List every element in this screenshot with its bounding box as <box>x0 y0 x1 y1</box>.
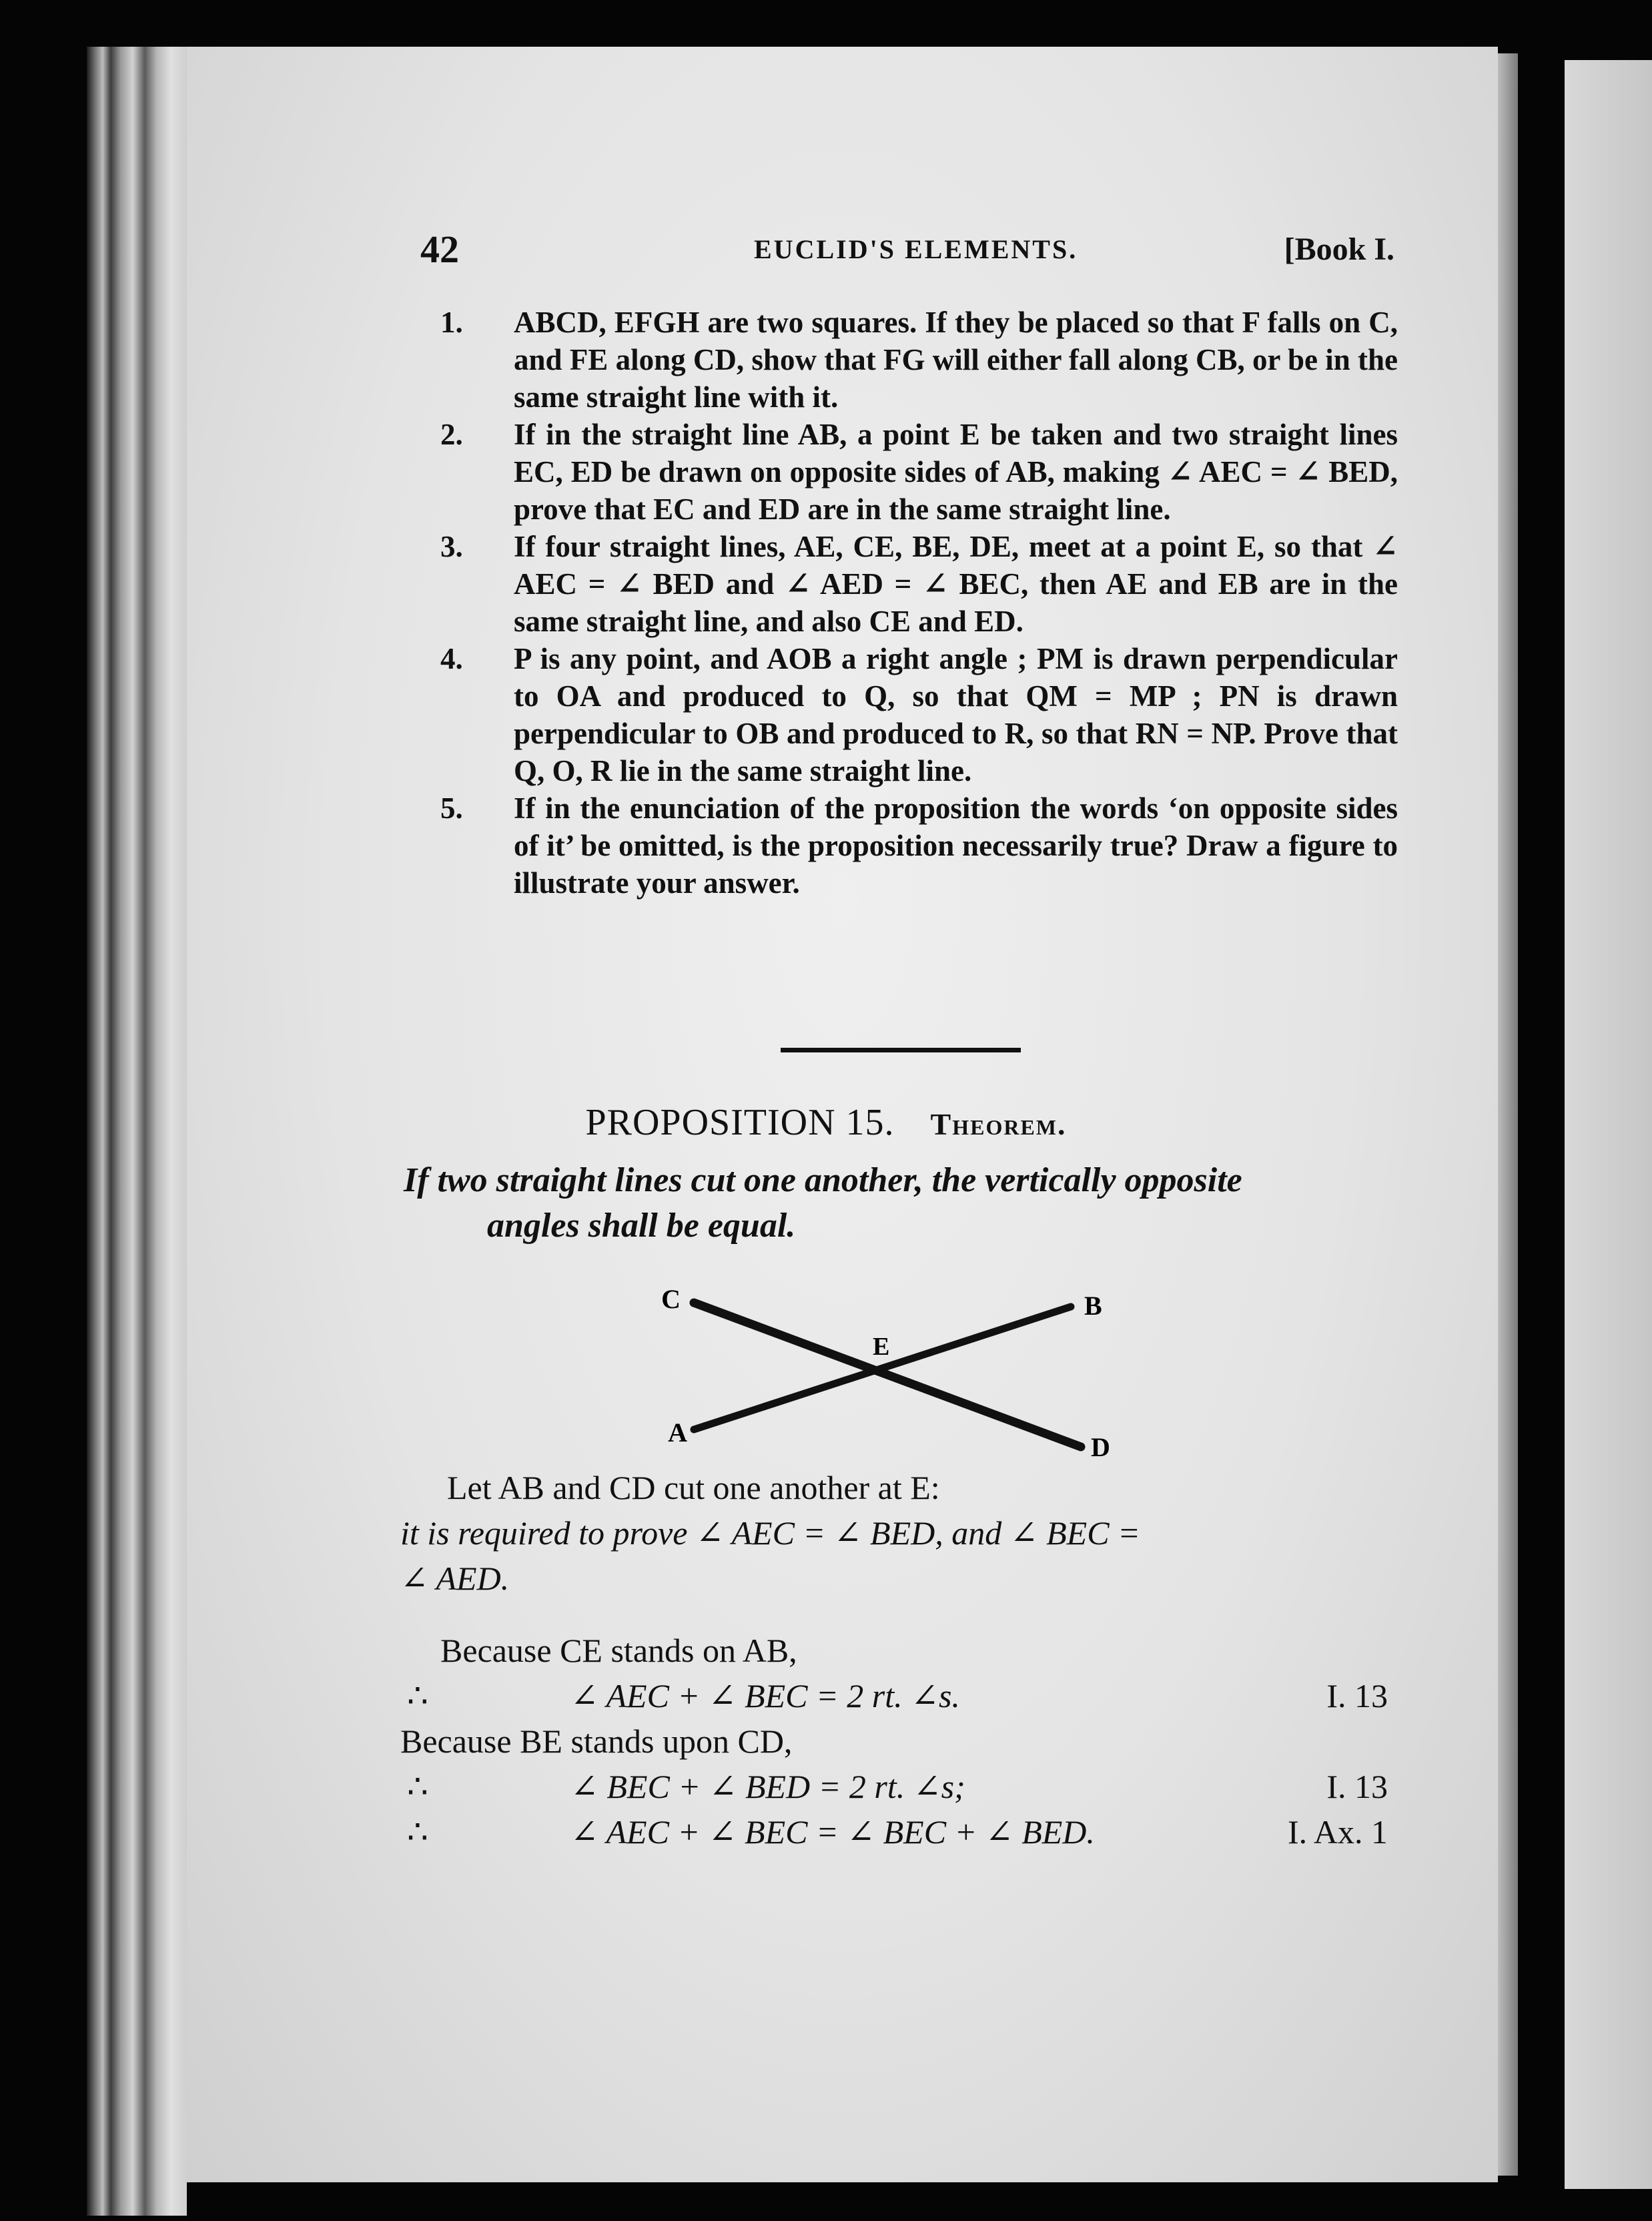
reference-1: I. 13 <box>1326 1677 1388 1714</box>
statement-3: ∠ AEC + ∠ BEC = ∠ BEC + ∠ BED. <box>570 1813 1095 1851</box>
because-text-1: Because CE stands on AB, <box>440 1632 797 1669</box>
book-label: [Book I. <box>1284 232 1394 267</box>
label-b: B <box>1084 1291 1102 1321</box>
page-number: 42 <box>420 228 459 271</box>
enunciation-line-2: angles shall be equal. <box>487 1207 796 1245</box>
exercise-item <box>427 528 1398 640</box>
enunciation-line-1: If two straight lines cut one another, the vertically opposite <box>404 1161 1242 1199</box>
exercise-item <box>427 789 1398 902</box>
reference-2: I. 13 <box>1326 1768 1388 1805</box>
label-c: C <box>661 1284 681 1314</box>
running-header <box>420 227 1394 287</box>
because-text-2: Because BE stands upon CD, <box>400 1722 793 1760</box>
proof-let-line <box>400 1465 1388 1510</box>
proposition-heading <box>0 1101 1652 1144</box>
proof-step-2 <box>400 1764 1388 1809</box>
exercise-text: P is any point, and AOB a right angle ; PM is drawn perpendicular to OA and produced to Q, so that QM = MP ; PN is drawn perpendicular to OB and produced to R, so that RN = NP. Prove that Q, O, R lie in the same straight line. <box>514 642 1398 787</box>
exercise-text: ABCD, EFGH are two squares. If they be placed so that F falls on C, and FE along CD, show that FG will either fall along CB, or be in the same straight line with it. <box>514 306 1398 414</box>
statement-2: ∠ BEC + ∠ BED = 2 rt. ∠s; <box>570 1768 965 1805</box>
reference-3: I. Ax. 1 <box>1288 1813 1388 1851</box>
label-a: A <box>668 1417 687 1448</box>
required-text-1: it is required to prove ∠ AEC = ∠ BED, and ∠ BEC = <box>400 1514 1140 1552</box>
section-divider <box>781 1048 1021 1052</box>
required-text-2: ∠ AED. <box>400 1560 510 1597</box>
exercise-number: 2. <box>440 418 463 451</box>
exercise-item <box>427 304 1398 416</box>
label-e: E <box>873 1333 890 1361</box>
running-title: EUCLID'S ELEMENTS. <box>754 234 1078 264</box>
proof-spacer <box>400 1601 1388 1628</box>
exercise-text: If four straight lines, AE, CE, BE, DE, meet at a point E, so that ∠ AEC = ∠ BED and ∠ AED = ∠ BEC, then AE and EB are in the same straight line, and also CE and ED. <box>514 530 1398 638</box>
let-text: Let AB and CD cut one another at E: <box>447 1469 940 1506</box>
proof-step-1 <box>400 1673 1388 1718</box>
proposition-kind: Theorem. <box>930 1107 1067 1141</box>
therefore-symbol: ∴ <box>407 1813 428 1851</box>
proof-required-line-2 <box>400 1556 1388 1601</box>
label-d: D <box>1091 1432 1110 1462</box>
therefore-symbol: ∴ <box>407 1677 428 1714</box>
exercise-number: 1. <box>440 306 463 339</box>
proof <box>400 1465 1388 1855</box>
geometry-figure <box>654 1275 1121 1468</box>
proof-because-2 <box>400 1718 1388 1764</box>
proof-because-1 <box>400 1628 1388 1673</box>
therefore-symbol: ∴ <box>407 1768 428 1805</box>
exercise-number: 3. <box>440 530 463 563</box>
exercise-text: If in the straight line AB, a point E be taken and two straight lines EC, ED be drawn on opposite sides of AB, making ∠ AEC = ∠ BED, prove that EC and ED are in the same straight line. <box>514 418 1398 526</box>
exercise-item <box>427 640 1398 789</box>
proof-step-3 <box>400 1809 1388 1855</box>
proof-required-line-1 <box>400 1510 1388 1556</box>
statement-1: ∠ AEC + ∠ BEC = 2 rt. ∠s. <box>570 1677 960 1714</box>
exercise-item <box>427 416 1398 528</box>
enunciation <box>404 1158 1384 1249</box>
exercise-number: 4. <box>440 642 463 675</box>
exercise-number: 5. <box>440 791 463 825</box>
exercise-list <box>427 304 1398 902</box>
proposition-label: PROPOSITION 15. <box>585 1102 895 1143</box>
exercise-text: If in the enunciation of the proposition the words ‘on opposite sides of it’ be omitted, is the proposition necessarily true? Draw a figure to illustrate your answer. <box>514 791 1398 900</box>
